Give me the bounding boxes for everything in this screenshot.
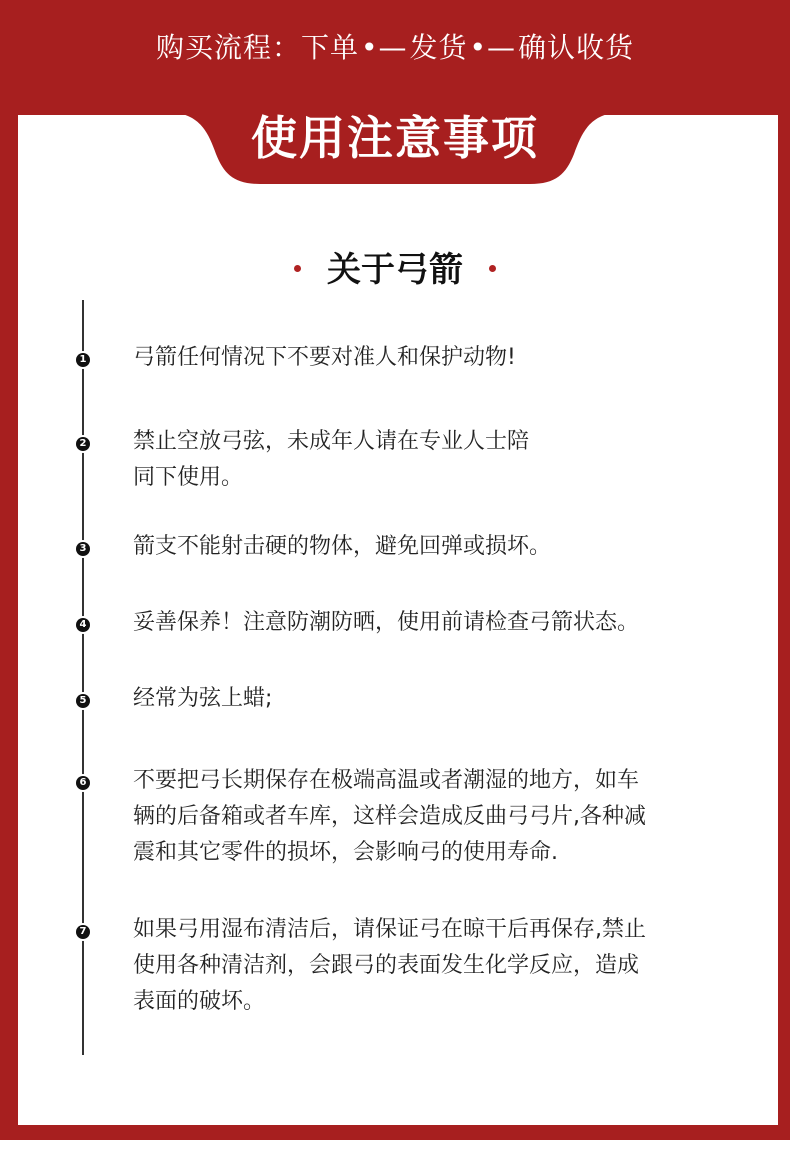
item-text: 妥善保养！注意防潮防晒，使用前请检查弓箭状态。: [133, 610, 640, 635]
item-text: 禁止空放弓弦，未成年人请在专业人士陪 同下使用。: [133, 429, 530, 490]
item-text: 不要把弓长期保存在极端高温或者潮湿的地方，如车 辆的后备箱或者车库，这样会造成反曲弓弓片,各种减 震和其它零件的损坏，会影响弓的使用寿命.: [133, 768, 646, 865]
process-step-confirm: 确认收货: [518, 31, 635, 64]
number-badge-icon: 3: [76, 542, 90, 556]
process-step-order: 下单: [300, 31, 359, 64]
process-step-ship: 发货: [409, 31, 468, 64]
purchase-process-banner: [0, 26, 790, 70]
arrow-icon: •—: [469, 31, 517, 64]
arrow-icon: •—: [360, 31, 408, 64]
number-badge-icon: 7: [76, 925, 90, 939]
page-title: 使用注意事项: [251, 111, 539, 165]
item-text: 箭支不能射击硬的物体，避免回弹或损坏。: [133, 534, 552, 559]
process-label: 购买流程：: [155, 31, 301, 64]
timeline-line: [82, 300, 84, 1055]
number-badge-icon: 2: [76, 437, 90, 451]
bullet-dot-icon: [489, 265, 496, 272]
bullet-dot-icon: [294, 265, 301, 272]
item-text: 经常为弦上蜡;: [133, 686, 273, 711]
section-title: 关于弓箭: [327, 250, 463, 290]
item-text: 弓箭任何情况下不要对准人和保护动物!: [133, 345, 516, 370]
number-badge-icon: 6: [76, 776, 90, 790]
number-badge-icon: 5: [76, 694, 90, 708]
number-badge-icon: 1: [76, 353, 90, 367]
item-text: 如果弓用湿布清洁后，请保证弓在晾干后再保存,禁止 使用各种清洁剂，会跟弓的表面发生化学反应，造成 表面的破坏。: [133, 917, 646, 1014]
number-badge-icon: 4: [76, 618, 90, 632]
section-heading: [0, 248, 790, 292]
